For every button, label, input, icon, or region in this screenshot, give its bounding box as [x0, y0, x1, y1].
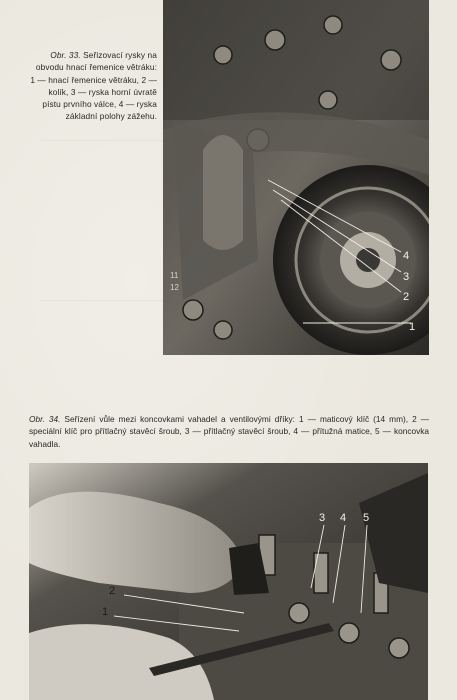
callout-3: 3 [403, 271, 410, 283]
figure-34-label: Obr. 34. [29, 414, 61, 424]
callout-2: 2 [403, 291, 410, 303]
callout-4: 4 [403, 250, 410, 262]
callout-2: 2 [109, 585, 116, 597]
figure-33-label: Obr. 33. [50, 50, 81, 60]
figure-33-text: Seřizovací rysky na obvodu hnací řemenice větráku: 1 — hnací řemenice větráku, 2 — kolík, 3 — ryska horní úvratě pístu prvního válce, 4 — ryska základní polohy zážehu. [30, 50, 157, 122]
figure-33-caption [29, 49, 157, 123]
callout-1: 1 [102, 606, 109, 618]
figure-33-photo [163, 0, 429, 355]
callout-5: 5 [363, 512, 370, 524]
figure-34-caption [29, 413, 429, 450]
callout-3: 3 [319, 512, 326, 524]
engraving-12: 12 [170, 283, 179, 292]
figure-34-photo [29, 463, 428, 700]
figure-34-text: Seřízení vůle mezi koncovkami vahadel a ventilovými dříky: 1 — maticový klíč (14 mm), 2 — speciální klíč pro přítlačný stavěcí šroub, 3 — přítlačný stavěcí šroub, 4 — přítužná matice, 5 — koncovka vahadla. [29, 414, 430, 449]
callout-1: 1 [409, 321, 416, 333]
callout-4: 4 [340, 512, 347, 524]
engraving-11: 11 [170, 271, 179, 280]
